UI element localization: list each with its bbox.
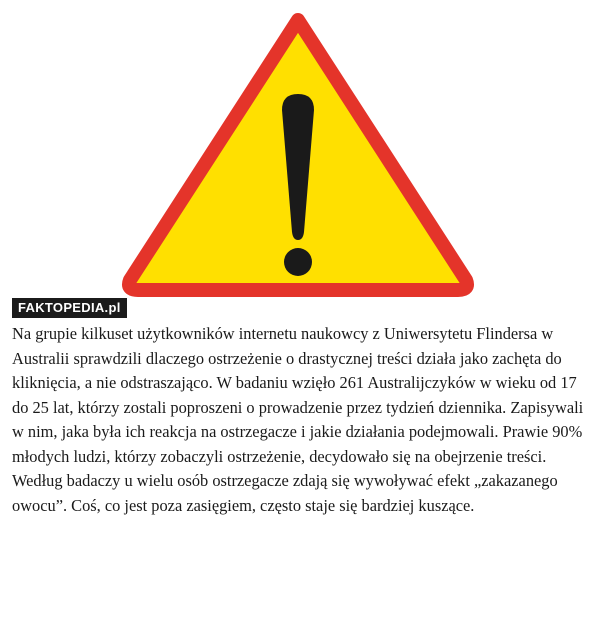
- article-paragraph-2: Według badaczy u wielu osób ostrzegacze zdają się wywoływać efekt „zakazanego owocu”. Coś, co jest poza zasięgiem, często staje się bardziej kuszące.: [12, 471, 558, 515]
- warning-triangle-icon: [118, 8, 478, 298]
- article-body: [12, 322, 592, 518]
- source-badge: FAKTOPEDIA.pl: [12, 298, 127, 318]
- warning-sign: [118, 8, 478, 298]
- exclamation-dot: [284, 248, 312, 276]
- article-paragraph-1: Na grupie kilkuset użytkowników internetu naukowcy z Uniwersytetu Flindersa w Australii sprawdzili dlaczego ostrzeżenie o drastycznej treści działa jako zachęta do kliknięcia, a nie odstraszająco. W badaniu wzięło 261 Australijczyków w wieku od 17 do 25 lat, którzy zostali poproszeni o prowadzenie przez tydzień dziennika. Zapisywali w nim, jaka była ich reakcja na ostrzegacze i jakie działania podejmowali. Prawie 90% młodych ludzi, którzy zobaczyli ostrzeżenie, decydowało się na obejrzenie treści.: [12, 324, 584, 466]
